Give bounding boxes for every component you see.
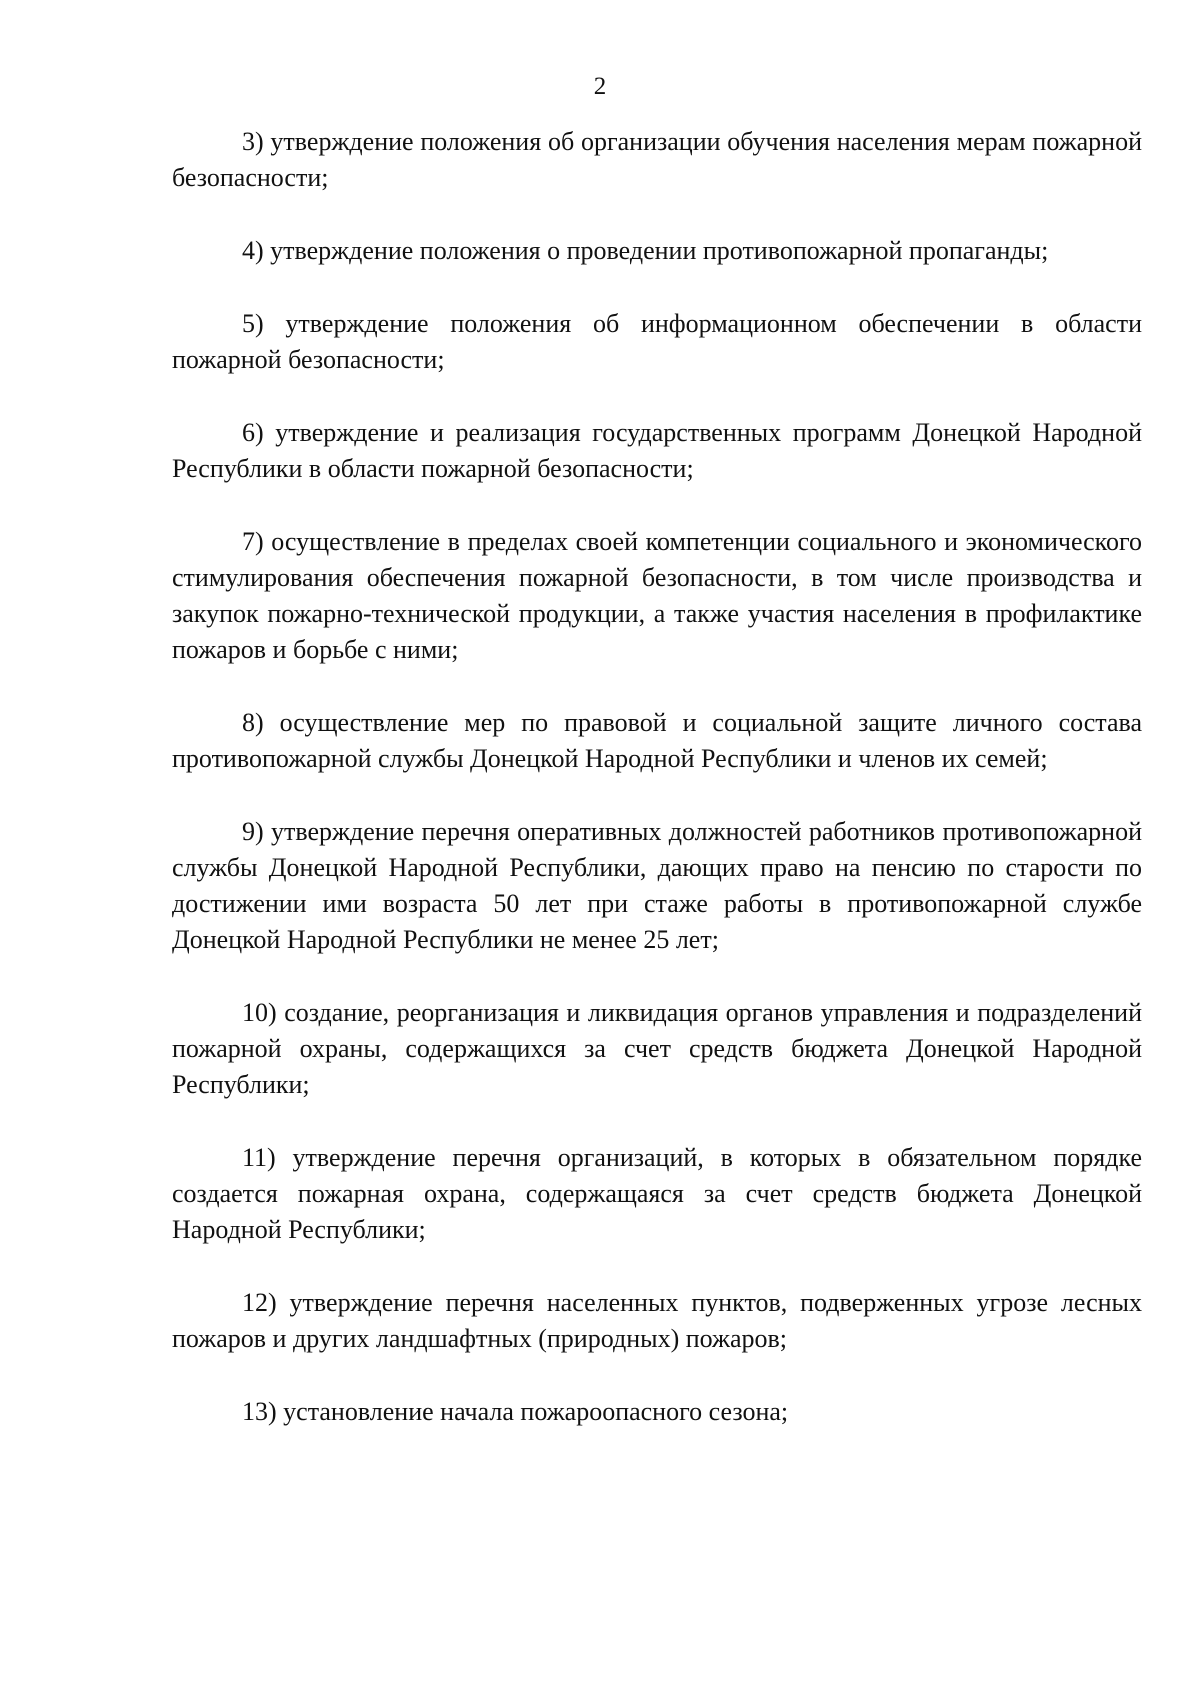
list-item-6: 6) утверждение и реализация государственных программ Донецкой Народной Республики в области пожарной безопасности; <box>172 418 1142 483</box>
list-item-13: 13) установление начала пожароопасного сезона; <box>242 1397 789 1426</box>
list-item-7: 7) осуществление в пределах своей компетенции социального и экономического стимулирования обеспечения пожарной безопасности, в том числе производства и закупок пожарно-технической продукции, а также участия населения в профилактике пожаров и борьбе с ними; <box>172 527 1142 664</box>
document-body <box>172 124 1142 1467</box>
list-item-5: 5) утверждение положения об информационном обеспечении в области пожарной безопасности; <box>172 309 1142 374</box>
list-item-3: 3) утверждение положения об организации обучения населения мерам пожарной безопасности; <box>172 127 1142 192</box>
list-item-10: 10) создание, реорганизация и ликвидация органов управления и подразделений пожарной охраны, содержащихся за счет средств бюджета Донецкой Народной Республики; <box>172 998 1142 1099</box>
list-item-9: 9) утверждение перечня оперативных должностей работников противопожарной службы Донецкой Народной Республики, дающих право на пенсию по старости по достижении ими возраста 50 лет при стаже работы в противопожарной службе Донецкой Народной Республики не менее 25 лет; <box>172 817 1142 954</box>
list-item-11: 11) утверждение перечня организаций, в которых в обязательном порядке создается пожарная охрана, содержащаяся за счет средств бюджета Донецкой Народной Республики; <box>172 1143 1142 1244</box>
page-number: 2 <box>593 73 607 100</box>
list-item-4: 4) утверждение положения о проведении противопожарной пропаганды; <box>242 236 1049 265</box>
list-item-8: 8) осуществление мер по правовой и социальной защите личного состава противопожарной службы Донецкой Народной Республики и членов их семей; <box>172 708 1142 773</box>
list-item-12: 12) утверждение перечня населенных пунктов, подверженных угрозе лесных пожаров и других ландшафтных (природных) пожаров; <box>172 1288 1142 1353</box>
